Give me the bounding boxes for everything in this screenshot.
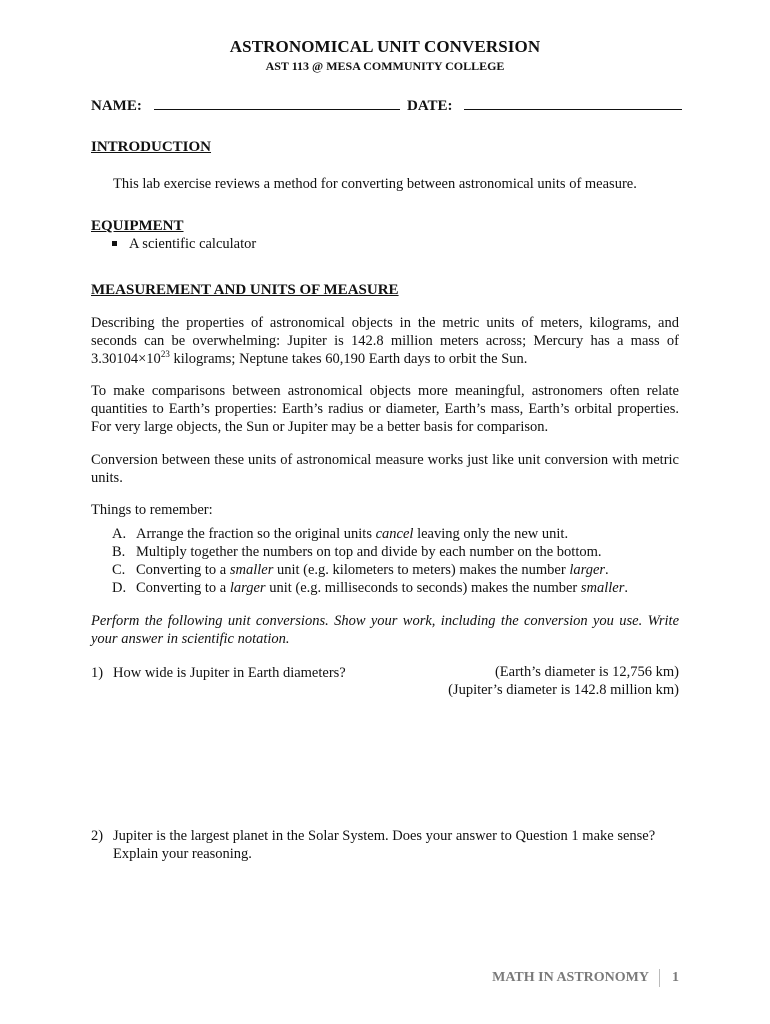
name-label: NAME: [91,98,142,114]
remember-label: Things to remember: [91,502,213,518]
introduction-text: This lab exercise reviews a method for converting between astronomical units of measure. [113,176,637,192]
measurement-heading: MEASUREMENT AND UNITS OF MEASURE [91,282,399,298]
p1-exponent: 23 [160,349,170,359]
name-blank-line [154,94,400,110]
equipment-heading: EQUIPMENT [91,218,184,234]
introduction-heading: INTRODUCTION [91,139,212,155]
question-number: 1) [91,665,104,681]
question-1 [91,664,346,682]
p1-text-a: Describing the properties of astronomical objects in the metric units of meters, kilograms, and seconds can be overwhelming: Jupiter is 142.8 million meters across; Mercury has a mass of 3.30104×10 [91,315,679,367]
date-field [407,94,682,115]
measurement-paragraph-2: To make comparisons between astronomical objects more meaningful, astronomers often relate quantities to Earth’s properties: Earth’s radius or diameter, Earth’s mass, Earth’s orbital properties. For very large objects, the Sun or Jupiter may be a better basis for comparison. [91,383,679,435]
question-1-hint-jupiter: (Jupiter’s diameter is 142.8 million km) [448,682,679,698]
date-label: DATE: [407,98,453,114]
name-field [91,94,400,115]
question-number: 2) [91,828,104,844]
rule-item: C. Converting to a smaller unit (e.g. kilometers to meters) makes the number larger. [112,562,609,578]
instruction-text: Perform the following unit conversions. Show your work, including the conversion you use. Write your answer in scientific notation. [91,613,679,647]
question-1-hint-earth: (Earth’s diameter is 12,756 km) [494,664,679,680]
equipment-item-label: A scientific calculator [129,236,257,252]
rule-item: D. Converting to a larger unit (e.g. milliseconds to seconds) makes the number smaller. [112,580,628,596]
question-2 [91,827,655,863]
footer-label: MATH IN ASTRONOMY [492,970,649,986]
page-number: 1 [672,970,679,986]
equipment-item [112,236,256,253]
measurement-paragraph-3: Conversion between these units of astronomical measure works just like unit conversion with metric units. [91,452,679,486]
rule-item: B. Multiply together the numbers on top and divide by each number on the bottom. [112,544,602,560]
date-blank-line [464,94,682,110]
question-text: How wide is Jupiter in Earth diameters? [113,665,346,681]
question-text-line-2: Explain your reasoning. [113,846,252,862]
rule-item: A. Arrange the fraction so the original units cancel leaving only the new unit. [112,526,569,542]
page-title: ASTRONOMICAL UNIT CONVERSION [229,37,541,56]
measurement-paragraph-1 [91,314,679,368]
page-subtitle: AST 113 @ MESA COMMUNITY COLLEGE [265,59,505,73]
footer-divider [659,969,660,987]
page-footer [492,969,679,987]
question-text-line-1: Jupiter is the largest planet in the Solar System. Does your answer to Question 1 make sense? [113,828,656,844]
bullet-square-icon [112,241,117,246]
p1-text-b: kilograms; Neptune takes 60,190 Earth days to orbit the Sun. [169,351,528,367]
